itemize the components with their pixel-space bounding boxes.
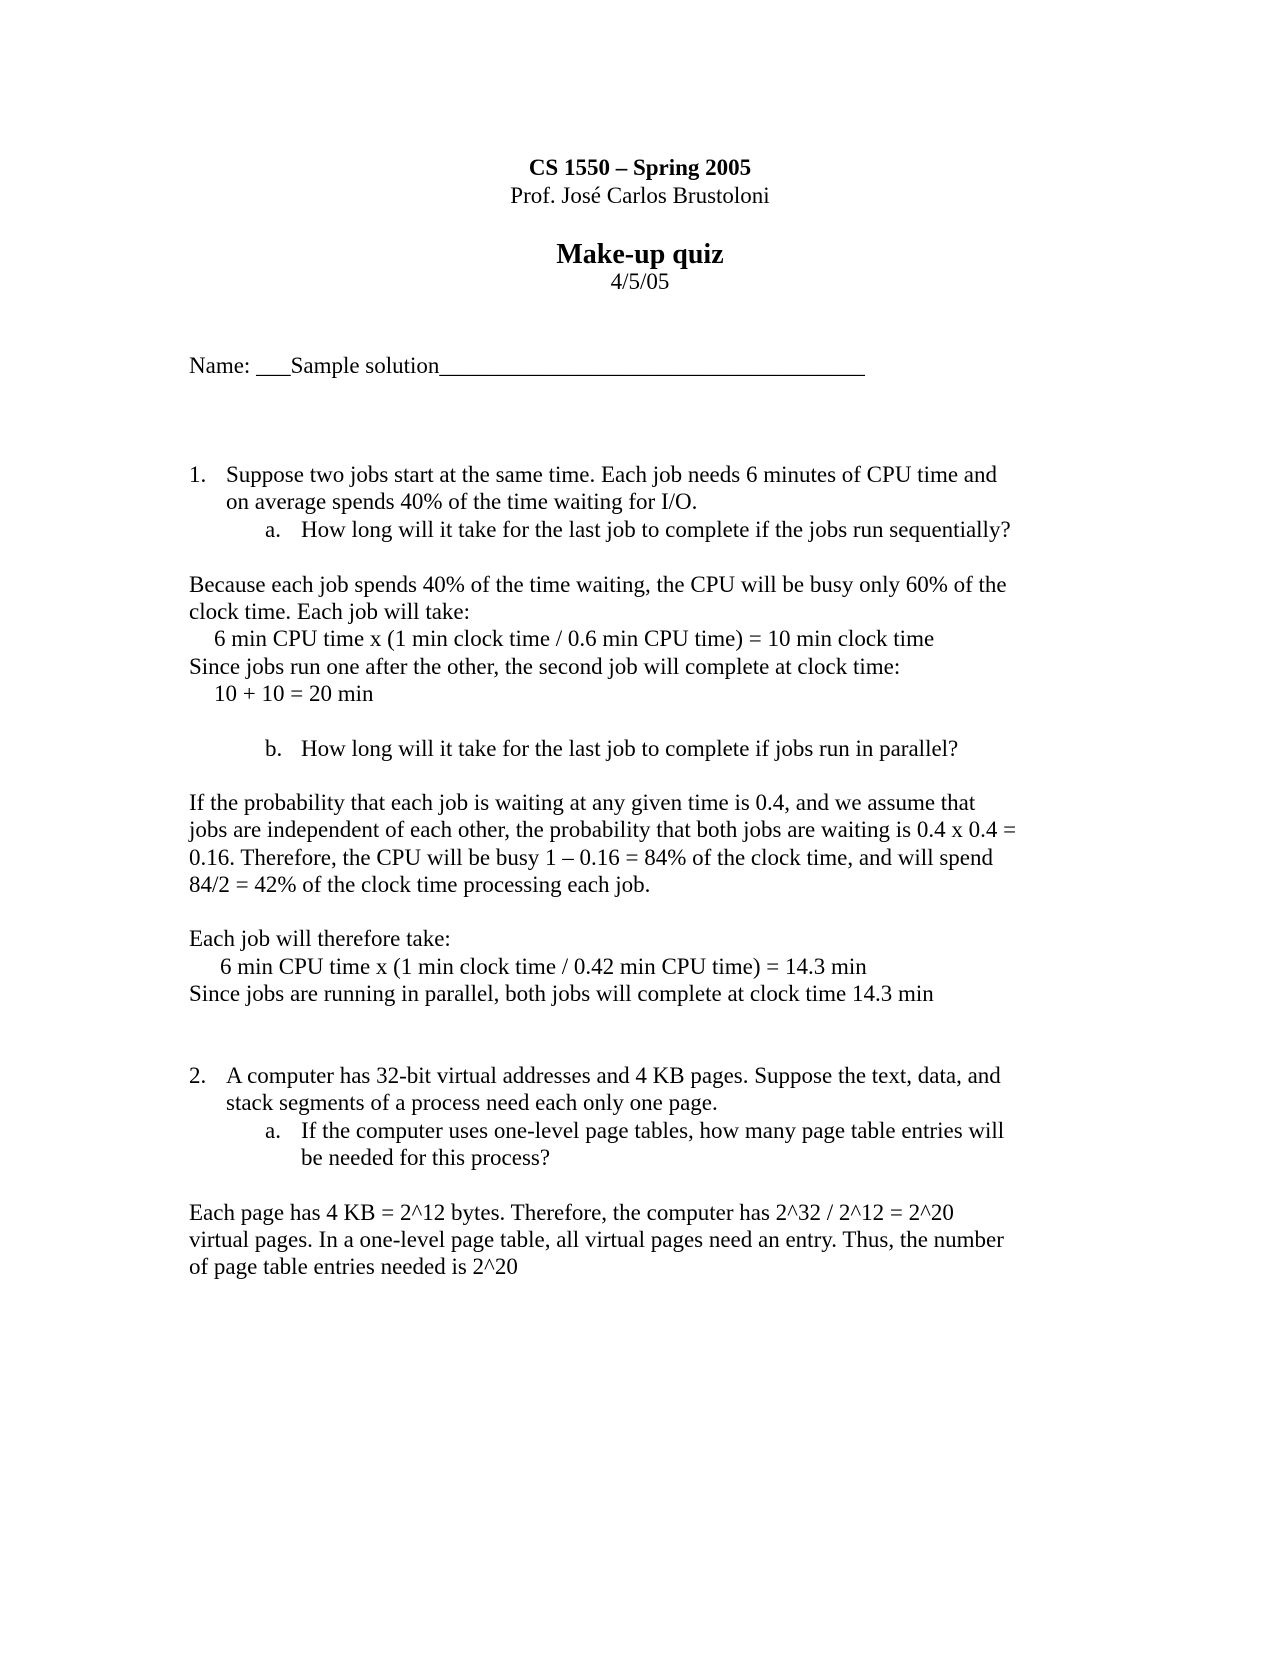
q2-text-line-1: A computer has 32-bit virtual addresses and 4 KB pages. Suppose the text, data, and bbox=[226, 1063, 1001, 1088]
q1-text-line-2: on average spends 40% of the time waiting for I/O. bbox=[226, 489, 698, 514]
q1-text-line-1: Suppose two jobs start at the same time. Each job needs 6 minutes of CPU time and bbox=[226, 462, 998, 487]
name-line bbox=[189, 354, 865, 377]
q2a-answer-line: virtual pages. In a one-level page table, all virtual pages need an entry. Thus, the number bbox=[189, 1227, 1004, 1252]
q1b-text: How long will it take for the last job to complete if jobs run in parallel? bbox=[301, 736, 959, 761]
q1b-answer-line: 84/2 = 42% of the clock time processing each job. bbox=[189, 872, 651, 897]
q2-text-line-2: stack segments of a process need each only one page. bbox=[226, 1090, 718, 1115]
professor-name: Prof. José Carlos Brustoloni bbox=[510, 183, 770, 208]
q2a-text-line-2: be needed for this process? bbox=[301, 1145, 551, 1170]
q1b-answer-line: 6 min CPU time x (1 min clock time / 0.42 min CPU time) = 14.3 min bbox=[220, 954, 867, 979]
q1a-answer-line: Since jobs run one after the other, the second job will complete at clock time: bbox=[189, 654, 901, 679]
q1a-answer-line: clock time. Each job will take: bbox=[189, 599, 471, 624]
q2a-label: a. bbox=[265, 1118, 281, 1143]
q1a-answer-line: 10 + 10 = 20 min bbox=[214, 681, 374, 706]
q1a-answer-line: 6 min CPU time x (1 min clock time / 0.6 min CPU time) = 10 min clock time bbox=[214, 626, 935, 651]
name-value: ___Sample solution_____________________________________ bbox=[256, 353, 865, 378]
q1b-answer-line: If the probability that each job is waiting at any given time is 0.4, and we assume that bbox=[189, 790, 976, 815]
q1a-answer-line: Because each job spends 40% of the time waiting, the CPU will be busy only 60% of the bbox=[189, 572, 1007, 597]
q2a-answer-line: Each page has 4 KB = 2^12 bytes. Therefore, the computer has 2^32 / 2^12 = 2^20 bbox=[189, 1200, 954, 1225]
q2a-answer-line: of page table entries needed is 2^20 bbox=[189, 1254, 518, 1279]
q1b-answer-line: 0.16. Therefore, the CPU will be busy 1 – 0.16 = 84% of the clock time, and will spend bbox=[189, 845, 993, 870]
q2-number: 2. bbox=[189, 1063, 207, 1088]
q1b-answer-line: Each job will therefore take: bbox=[189, 926, 451, 951]
q2a-text-line-1: If the computer uses one-level page tables, how many page table entries will bbox=[301, 1118, 1005, 1143]
name-label: Name: bbox=[189, 353, 251, 378]
quiz-date: 4/5/05 bbox=[610, 269, 670, 294]
q1b-answer-line: jobs are independent of each other, the probability that both jobs are waiting is 0.4 x 0.4 = bbox=[189, 817, 1017, 842]
q1-number: 1. bbox=[189, 462, 207, 487]
q1a-text: How long will it take for the last job to complete if the jobs run sequentially? bbox=[301, 517, 1011, 542]
page-title: Make-up quiz bbox=[556, 239, 724, 270]
q1a-label: a. bbox=[265, 517, 281, 542]
q1b-answer-line: Since jobs are running in parallel, both jobs will complete at clock time 14.3 min bbox=[189, 981, 934, 1006]
q1b-label: b. bbox=[265, 736, 283, 761]
course-heading: CS 1550 – Spring 2005 bbox=[528, 155, 752, 180]
